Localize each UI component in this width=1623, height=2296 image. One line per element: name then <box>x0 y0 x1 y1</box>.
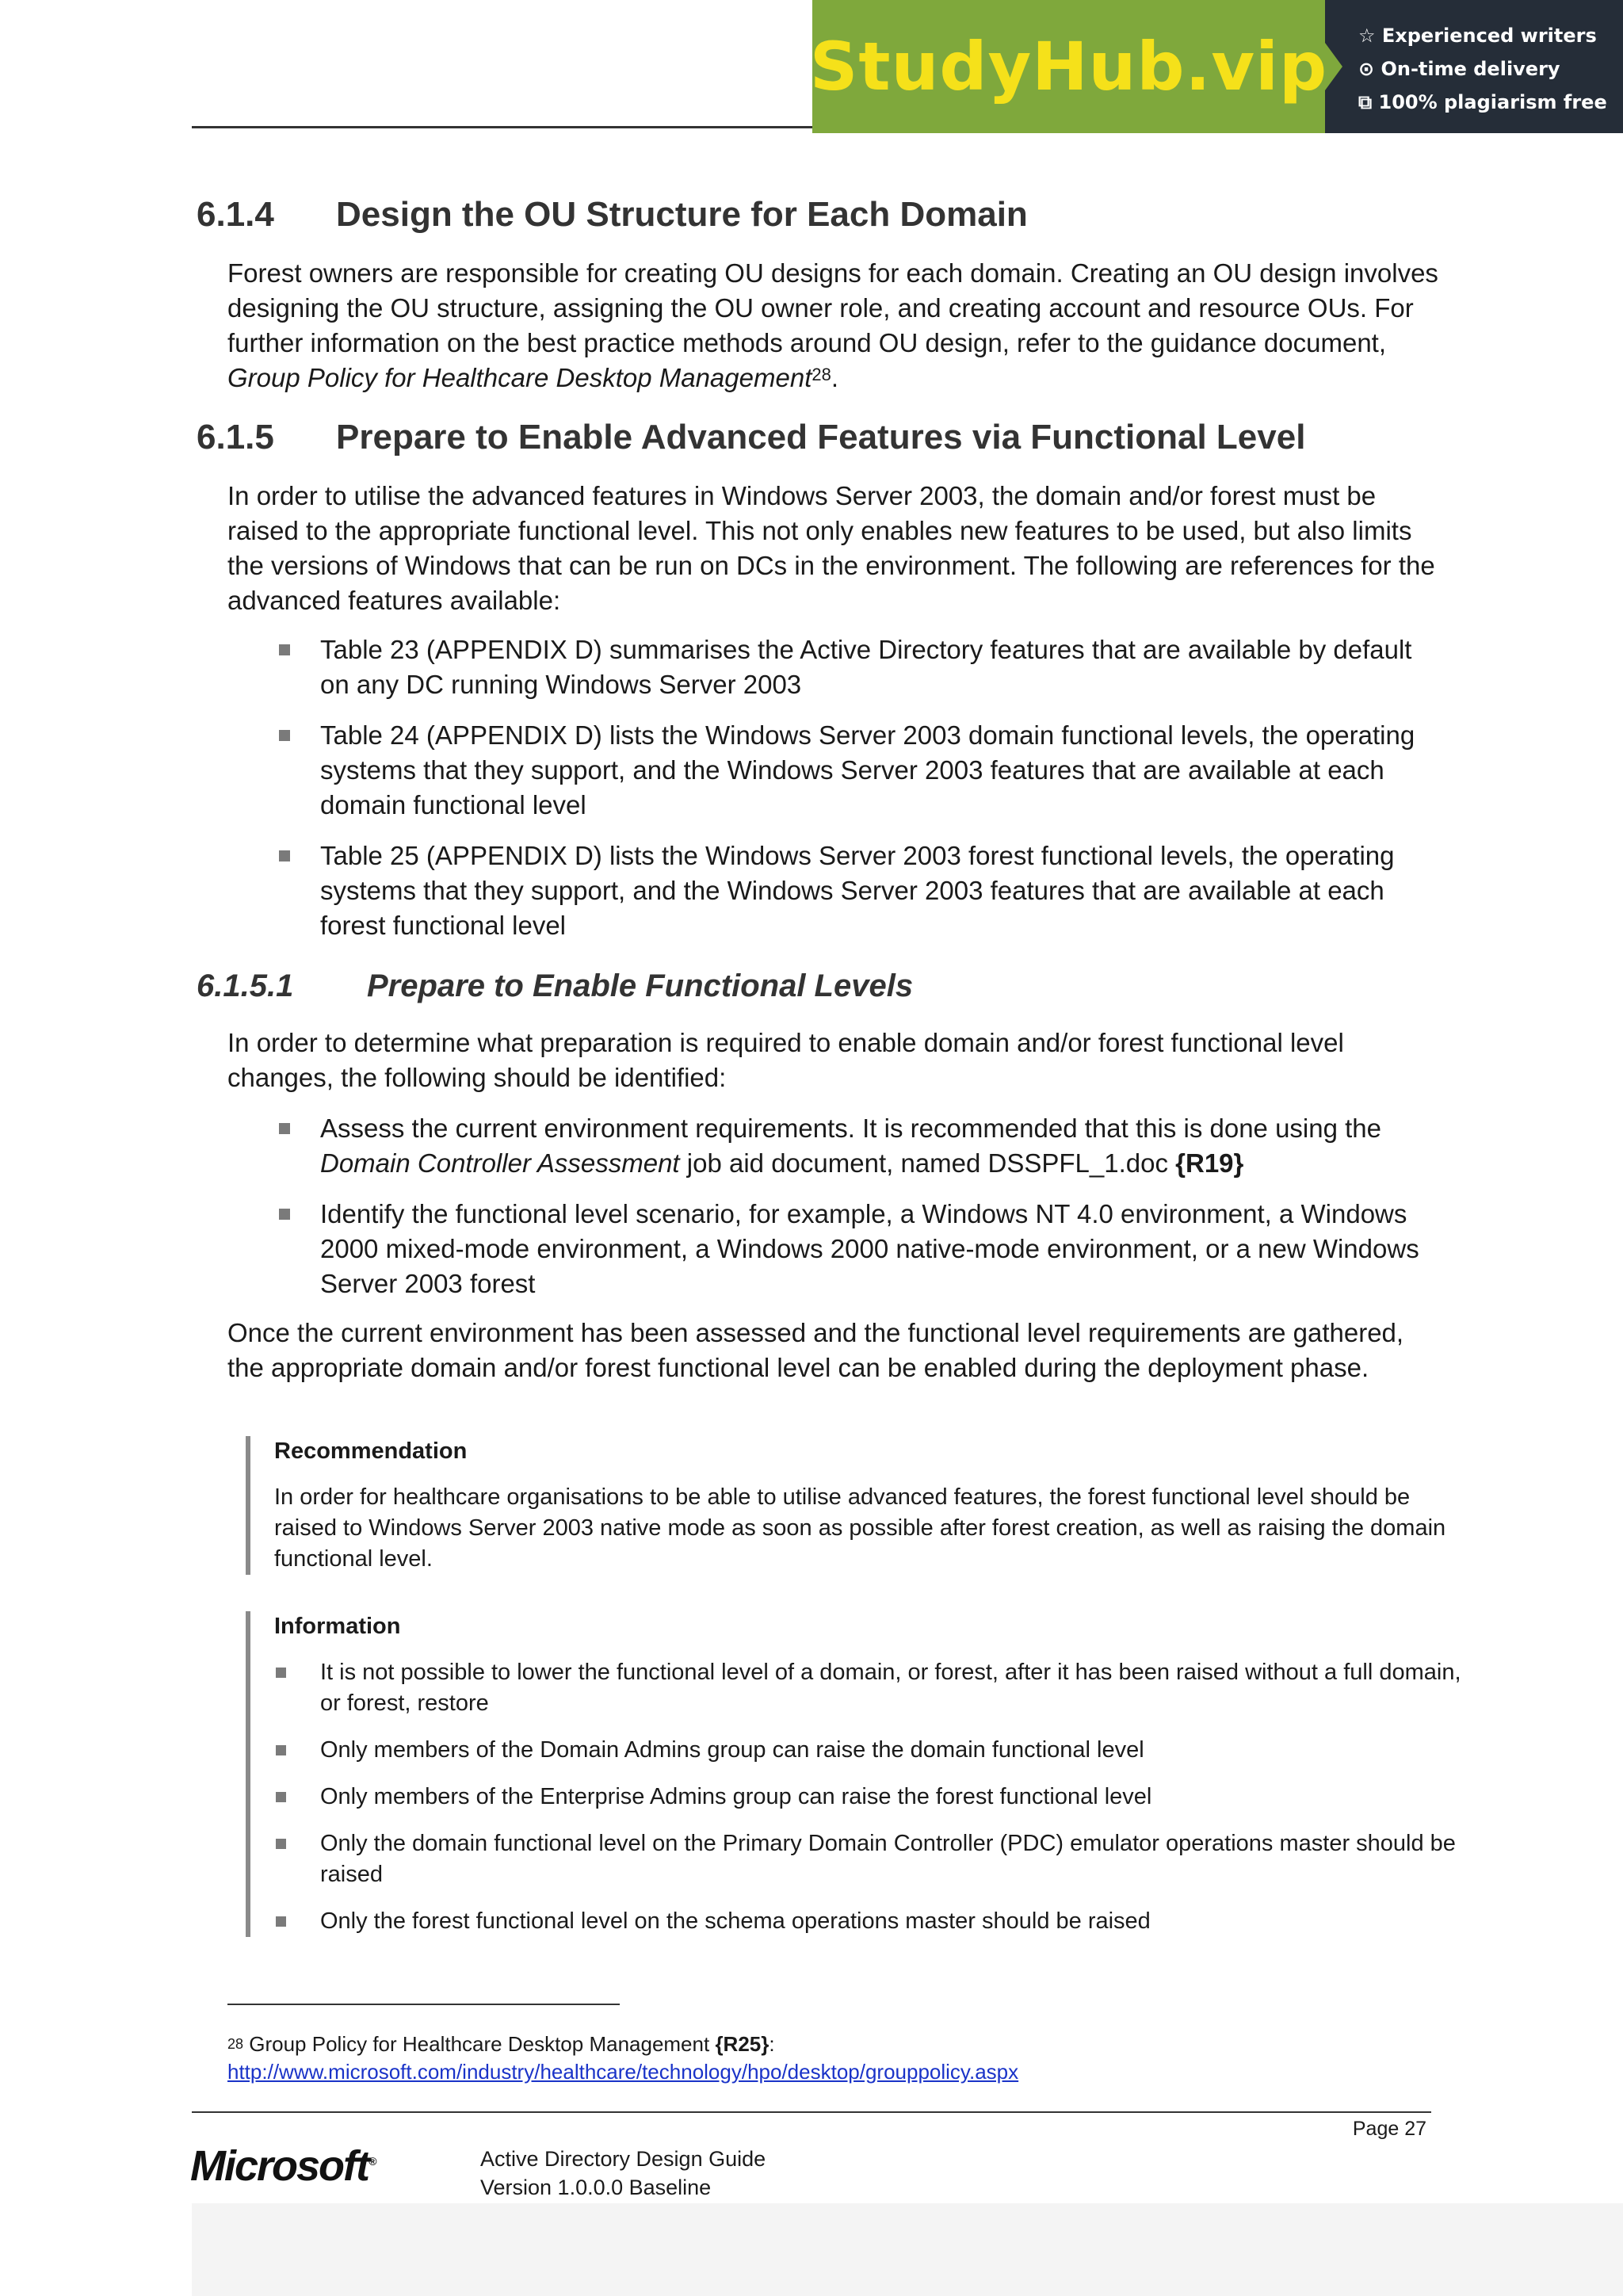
list-item: Only the forest functional level on the schema operations master should be raised <box>274 1906 1463 1937</box>
callout-body: In order for healthcare organisations to be able to utilise advanced features, the forest functional level should be raised to Windows Server 2003 native mode as soon as possible after forest creation, as well as raising the domain functional level. <box>274 1484 1446 1572</box>
bullet-square-icon <box>279 730 290 741</box>
reference-tag: {R19} <box>1175 1148 1244 1178</box>
banner-features <box>1325 0 1623 133</box>
bullet-square-icon <box>276 1839 286 1849</box>
bullet-square-icon <box>279 644 290 655</box>
footnote: $^{28}$ Group Policy for Healthcare Desktop Management {R25}: http://www.microsoft.com/industry/healthcare/technology/hpo/desktop/grouppolicy.aspx <box>227 2032 1019 2084</box>
footer-version: Version 1.0.0.0 Baseline <box>480 2176 712 2199</box>
callout-title: Information <box>274 1614 401 1639</box>
list-item: Identify the functional level scenario, for example, a Windows NT 4.0 environment, a Windows 2000 mixed-mode environment, a Windows 2000 native-mode environment, or a new Windows Server 2003 forest <box>279 1197 1436 1301</box>
footnote-link[interactable]: http://www.microsoft.com/industry/healthcare/technology/hpo/desktop/grouppolicy.aspx <box>227 2060 1019 2084</box>
list-item: Only the domain functional level on the Primary Domain Controller (PDC) emulator operations master should be raised <box>274 1828 1463 1890</box>
list-item: Only members of the Domain Admins group can raise the domain functional level <box>274 1735 1463 1766</box>
section-6-1-5-body: In order to utilise the advanced features in Windows Server 2003, the domain and/or forest must be raised to the appropriate functional level. This not only enables new features to be used, but also limits the versions of Windows that can be run on DCs in the environment. The following are references for the advanced features available: <box>227 481 1435 615</box>
footnote-number: 28 <box>227 2036 244 2052</box>
features-bullet-list <box>279 632 1436 959</box>
bottom-shade <box>192 2203 1623 2296</box>
list-item: Table 25 (APPENDIX D) lists the Windows Server 2003 forest functional levels, the operating systems that they support, and the Windows Server 2003 features that are available at each forest functional level <box>279 839 1436 943</box>
section-6-1-5-1-intro: In order to determine what preparation is required to enable domain and/or forest functional level changes, the following should be identified: <box>227 1028 1344 1092</box>
list-item: Assess the current environment requirements. It is recommended that this is done using the Domain Controller Assessment job aid document, named DSSPFL_1.doc {R19} <box>279 1111 1436 1181</box>
footer-doc-title: Active Directory Design Guide <box>480 2147 766 2171</box>
microsoft-logo: Microsoft® <box>190 2142 377 2190</box>
banner-brand-text: StudyHub.vip <box>809 28 1328 105</box>
recommendation-callout <box>246 1436 1463 1575</box>
section-number: 6.1.5.1 <box>197 968 294 1003</box>
bullet-square-icon <box>276 1792 286 1802</box>
information-callout <box>246 1611 1463 1937</box>
information-list <box>274 1657 1463 1937</box>
footnote-ref[interactable]: 28 <box>812 365 831 384</box>
preparation-bullet-list <box>279 1111 1436 1317</box>
section-number: 6.1.4 <box>197 195 274 234</box>
list-item: Only members of the Enterprise Admins group can raise the forest functional level <box>274 1782 1463 1813</box>
footer-document-info <box>480 2145 766 2202</box>
section-title: Prepare to Enable Functional Levels <box>367 968 914 1003</box>
section-6-1-5-1-outro: Once the current environment has been assessed and the functional level requirements are gathered, the appropriate domain and/or forest functional level can be enabled during the deployment phase. <box>227 1318 1404 1382</box>
bullet-square-icon <box>279 850 290 861</box>
banner-brand[interactable] <box>809 0 1328 133</box>
studyhub-banner[interactable] <box>809 0 1623 133</box>
bullet-square-icon <box>276 1668 286 1678</box>
footer-rule <box>192 2111 1431 2113</box>
list-item: Table 24 (APPENDIX D) lists the Windows Server 2003 domain functional levels, the operating systems that they support, and the Windows Server 2003 features that are available at each domain functional level <box>279 718 1436 823</box>
footnote-rule <box>227 2004 620 2005</box>
section-heading-6-1-5-1 <box>197 968 913 1004</box>
list-item: Table 23 (APPENDIX D) summarises the Active Directory features that are available by default on any DC running Windows Server 2003 <box>279 632 1436 702</box>
bullet-square-icon <box>279 1123 290 1134</box>
banner-feature: ⧉ 100% plagiarism free <box>1358 91 1607 113</box>
doc-title-italic: Group Policy for Healthcare Desktop Management <box>227 363 812 392</box>
section-heading-6-1-5 <box>197 418 1305 457</box>
section-title: Prepare to Enable Advanced Features via Functional Level <box>336 418 1306 457</box>
callout-title: Recommendation <box>274 1438 468 1464</box>
section-number: 6.1.5 <box>197 418 274 457</box>
section-6-1-4-body: Forest owners are responsible for creating OU designs for each domain. Creating an OU design involves designing the OU structure, assigning the OU owner role, and creating account and resource OUs. For further information on the best practice methods around OU design, refer to the guidance document, Group Policy for Healthcare Desktop Management$^{28}$. <box>227 258 1438 392</box>
bullet-square-icon <box>276 1916 286 1927</box>
bullet-square-icon <box>279 1209 290 1220</box>
section-heading-6-1-4 <box>197 195 1028 235</box>
banner-feature: ☆ Experienced writers <box>1358 25 1597 47</box>
list-item: It is not possible to lower the functional level of a domain, or forest, after it has been raised without a full domain, or forest, restore <box>274 1657 1463 1719</box>
bullet-square-icon <box>276 1745 286 1755</box>
banner-feature: ⊙ On-time delivery <box>1358 58 1560 80</box>
page-number: Page 27 <box>1352 2118 1426 2140</box>
section-title: Design the OU Structure for Each Domain <box>336 195 1028 234</box>
reference-tag: {R25} <box>715 2032 769 2056</box>
